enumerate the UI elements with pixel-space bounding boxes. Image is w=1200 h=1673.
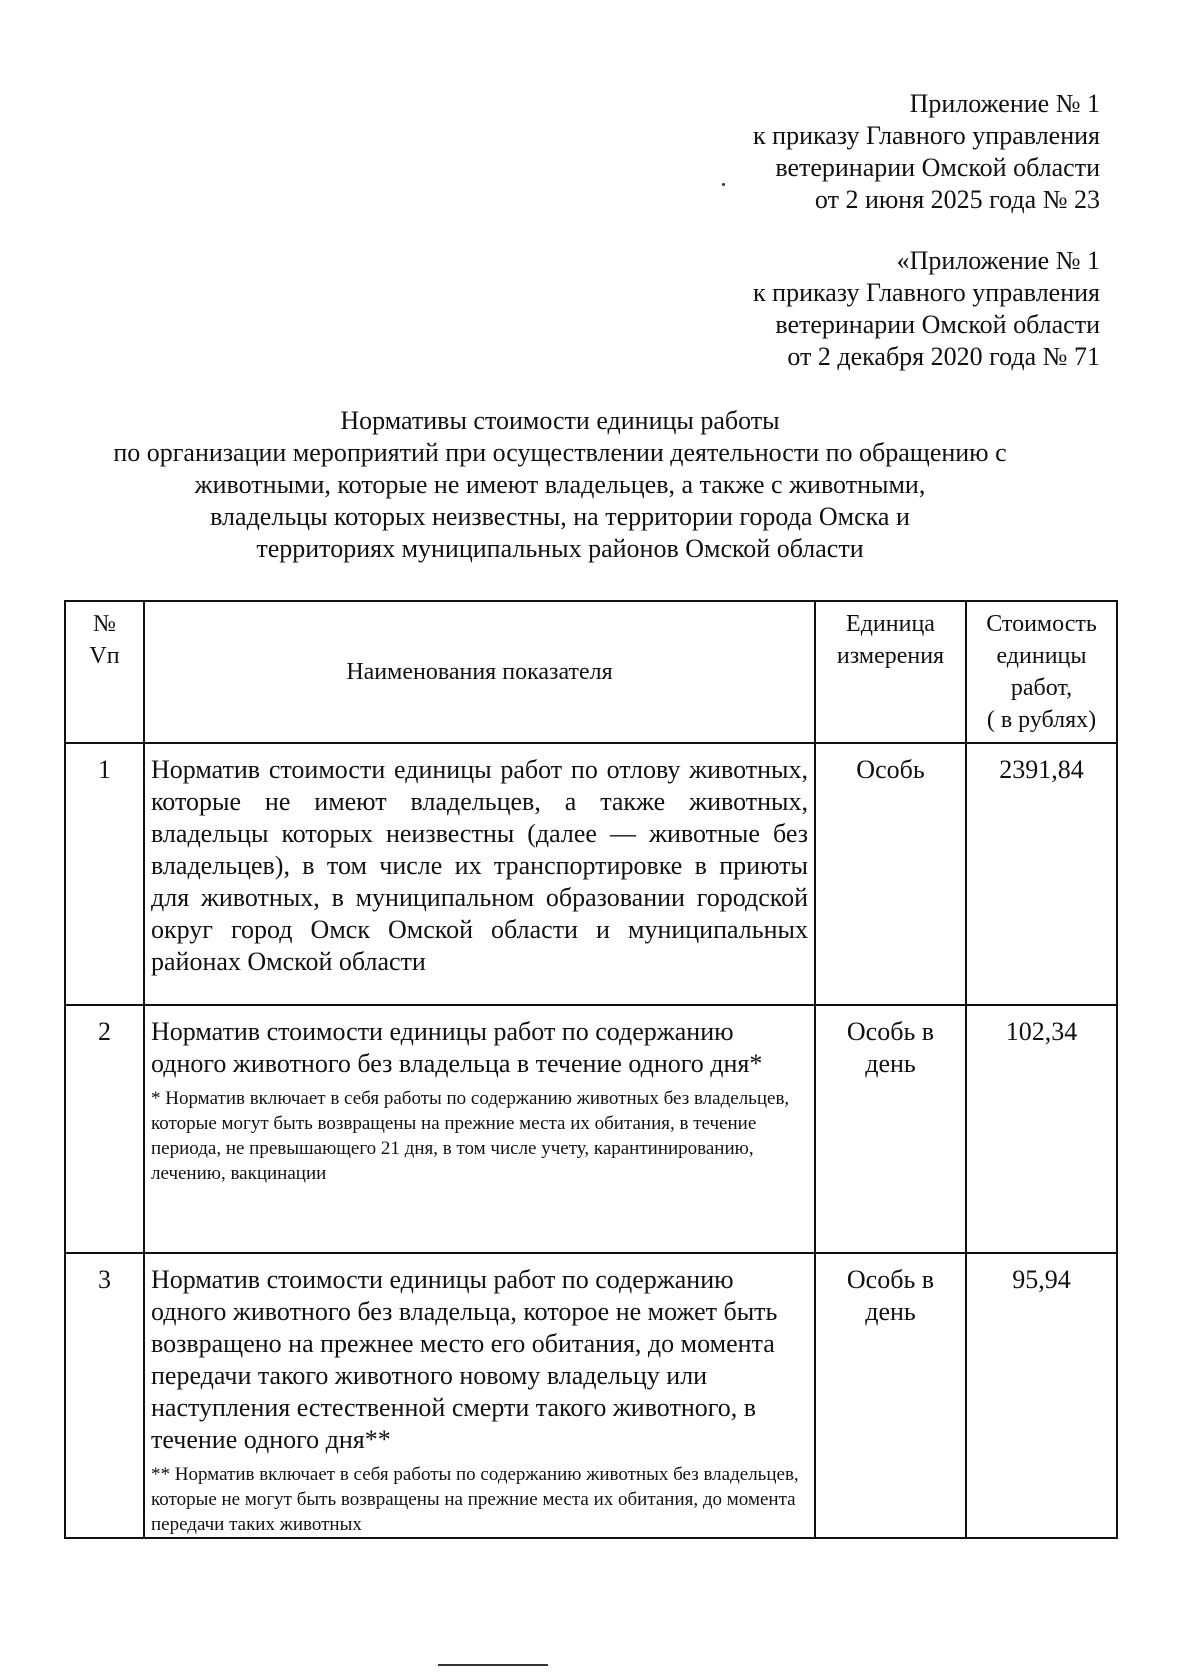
appendix-header-current <box>753 88 1100 216</box>
header-number <box>65 601 144 743</box>
title-line: по организации мероприятий при осуществлении деятельности по обращению с <box>113 438 1007 467</box>
row-cost: 95,94 <box>966 1253 1117 1538</box>
header-cost <box>966 601 1117 743</box>
appendix-line: Приложение № 1 <box>909 89 1100 118</box>
row-unit <box>815 1005 966 1253</box>
appendix-line: «Приложение № 1 <box>896 246 1100 275</box>
header-number-line: Vп <box>89 643 120 669</box>
scan-speck <box>722 183 725 186</box>
row-footnote: * Норматив включает в себя работы по содержанию животных без владельцев, которые могут быть возвращены на прежние места их обитания, в течение периода, не превышающего 21 дня, в том числе учету, карантинированию, лечению, вакцинации <box>151 1088 790 1184</box>
row-name: Норматив стоимости единицы работ по содержанию одного животного без владельца, которое не может быть возвращено на прежнее место его обитания, до момента передачи такого животного новому владельцу или наступления естественной смерти такого животного, в течение одного дня** <box>151 1265 778 1454</box>
appendix-header-original <box>753 245 1100 373</box>
row-name-cell <box>144 1253 815 1538</box>
row-number: 3 <box>65 1253 144 1538</box>
row-unit-line: день <box>865 1297 916 1326</box>
header-unit <box>815 601 966 743</box>
appendix-line: к приказу Главного управления <box>753 278 1100 307</box>
row-cost: 102,34 <box>966 1005 1117 1253</box>
title-line: владельцы которых неизвестны, на территории города Омска и <box>210 502 910 531</box>
row-name: Норматив стоимости единицы работ по отлову животных, которые не имеют владельцев, а также животных, владельцы которых неизвестны (далее — животные без владельцев), в том числе их транспортировке в приюты для животных, в муниципальном образовании городской округ город Омск Омской области и муниципальных районах Омской области <box>144 743 815 1005</box>
table-header-row <box>65 601 1117 743</box>
row-number: 1 <box>65 743 144 1005</box>
appendix-line: ветеринарии Омской области <box>775 310 1100 339</box>
header-cost-line: ( в рублях) <box>986 707 1097 733</box>
row-number: 2 <box>65 1005 144 1253</box>
header-unit-line: Единица <box>846 611 935 637</box>
appendix-line: к приказу Главного управления <box>753 121 1100 150</box>
title-line: животными, которые не имеют владельцев, а также с животными, <box>194 470 926 499</box>
row-unit-line: Особь <box>856 755 925 784</box>
appendix-line: от 2 июня 2025 года № 23 <box>814 185 1100 214</box>
table-row <box>65 743 1117 1005</box>
page-bottom-rule <box>438 1664 548 1666</box>
row-name-cell <box>144 1005 815 1253</box>
header-cost-line: единицы <box>996 643 1087 669</box>
header-cost-line: работ, <box>1010 675 1073 701</box>
table-row <box>65 1005 1117 1253</box>
row-footnote: ** Норматив включает в себя работы по содержанию животных без владельцев, которые не могут быть возвращены на прежние места их обитания, до момента передачи таких животных <box>151 1464 799 1535</box>
document-title <box>60 405 1060 565</box>
table-row <box>65 1253 1117 1538</box>
row-unit <box>815 743 966 1005</box>
header-unit-line: измерения <box>836 643 945 669</box>
header-cost-line: Стоимость <box>986 611 1097 637</box>
row-cost: 2391,84 <box>966 743 1117 1005</box>
row-unit-line: Особь в <box>846 1265 935 1294</box>
header-name: Наименования показателя <box>144 601 815 743</box>
appendix-line: от 2 декабря 2020 года № 71 <box>787 342 1100 371</box>
row-unit-line: Особь в <box>846 1017 935 1046</box>
row-unit-line: день <box>865 1049 916 1078</box>
norms-table <box>64 600 1118 1539</box>
row-unit <box>815 1253 966 1538</box>
appendix-line: ветеринарии Омской области <box>775 153 1100 182</box>
header-number-line: № <box>93 611 116 637</box>
row-name: Норматив стоимости единицы работ по содержанию одного животного без владельца в течение одного дня* <box>151 1017 763 1078</box>
title-line: Нормативы стоимости единицы работы <box>340 406 780 435</box>
title-line: территориях муниципальных районов Омской области <box>256 534 864 563</box>
